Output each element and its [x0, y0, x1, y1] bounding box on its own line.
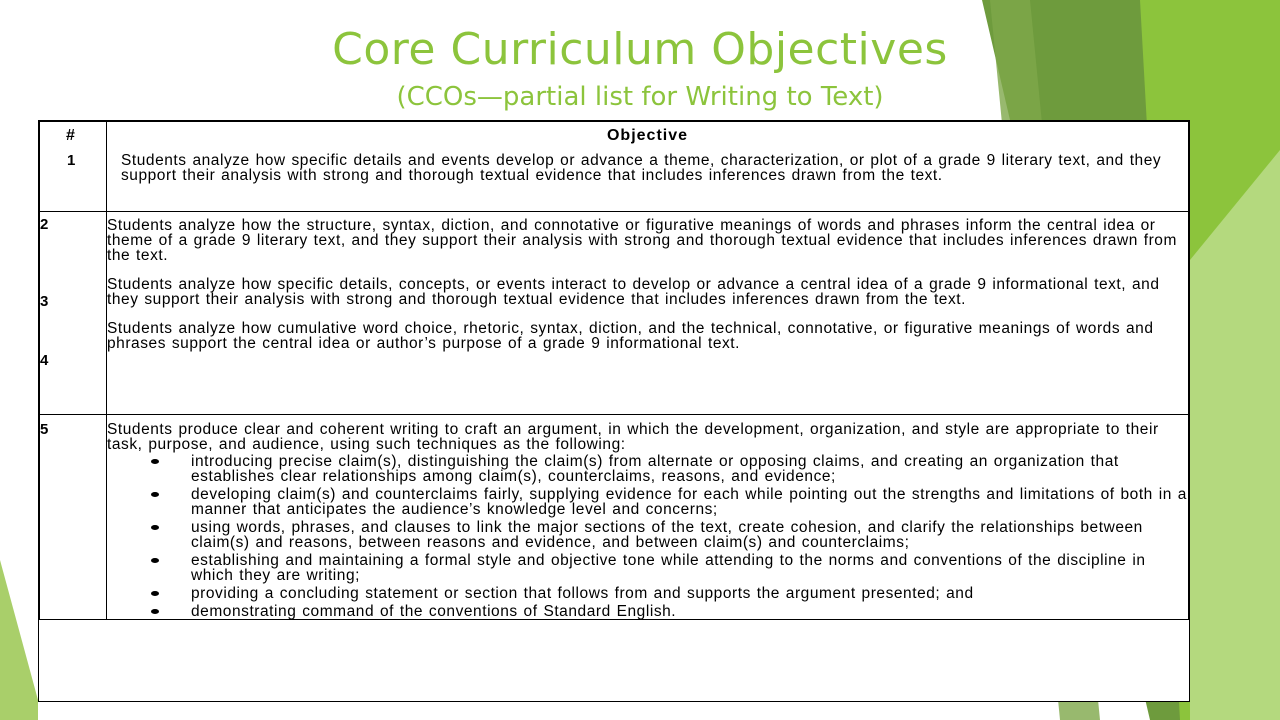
objectives-table — [39, 121, 1189, 620]
bullet-icon — [151, 525, 159, 530]
bullet-icon — [151, 459, 159, 464]
list-item: demonstrating command of the conventions of Standard English. — [107, 604, 1188, 619]
objective-number: 4 — [40, 352, 49, 369]
table-row — [40, 212, 1189, 415]
list-item: introducing precise claim(s), distinguishing the claim(s) from alternate or opposing claims, and creating an organization that establishes clear relationships among claim(s), counterclaims, reasons, and evidence; — [107, 454, 1188, 484]
slide-title: Core Curriculum Objectives — [332, 24, 948, 75]
header-num: # — [66, 127, 76, 144]
table-row — [40, 415, 1189, 620]
bullet-icon — [151, 492, 159, 497]
list-item: developing claim(s) and counterclaims fairly, supplying evidence for each while pointing out the strengths and limitations of both in a manner that anticipates the audience’s knowledge level and concerns; — [107, 487, 1188, 517]
list-item: providing a concluding statement or section that follows from and supports the argument presented; and — [107, 586, 1188, 601]
slide-header — [0, 22, 1280, 114]
objective-text: Students analyze how specific details, concepts, or events interact to develop or advance a central idea of a grade 9 informational text, and they support their analysis with strong and thorough textual evidence that includes inferences drawn from the text. — [107, 276, 1160, 308]
list-item: using words, phrases, and clauses to link the major sections of the text, create cohesion, and clarify the relationships between claim(s) and reasons, between reasons and evidence, and between claim(s) and counterclaims; — [107, 520, 1188, 550]
left-facet — [0, 560, 38, 720]
objective-5-bullets — [107, 454, 1188, 619]
list-item: establishing and maintaining a formal style and objective tone while attending to the norms and conventions of the discipline in which they are writing; — [107, 553, 1188, 583]
objectives-table-container — [38, 120, 1190, 702]
objective-column — [107, 212, 1189, 415]
number-column — [40, 212, 107, 415]
bullet-icon — [151, 609, 159, 614]
bullet-icon — [151, 591, 159, 596]
objective-text: Students analyze how specific details and events develop or advance a theme, characterization, or plot of a grade 9 literary text, and they support their analysis with strong and thorough textual evidence that includes inferences drawn from the text. — [121, 152, 1162, 184]
objective-column — [107, 415, 1189, 620]
bullet-icon — [151, 558, 159, 563]
objective-text: Students analyze how cumulative word choice, rhetoric, syntax, diction, and the technical, connotative, or figurative meanings of words and phrases support the central idea or author’s purpose of a grade 9 informational text. — [107, 320, 1154, 352]
objective-number: 3 — [40, 293, 49, 310]
number-column — [40, 415, 107, 620]
objective-number: 5 — [40, 421, 49, 438]
objective-text: Students analyze how the structure, syntax, diction, and connotative or figurative meanings of words and phrases inform the central idea or theme of a grade 9 literary text, and they support their analysis with strong and thorough textual evidence that includes inferences drawn from the text. — [107, 217, 1177, 264]
objective-text: Students produce clear and coherent writing to craft an argument, in which the development, organization, and style are appropriate to their task, purpose, and audience, using such techniques as the following: — [107, 421, 1159, 453]
header-objective: Objective — [606, 127, 689, 144]
number-column — [40, 122, 107, 212]
table-header-row — [40, 122, 1189, 212]
objective-number: 1 — [67, 152, 76, 169]
slide-subtitle: (CCOs—partial list for Writing to Text) — [396, 82, 884, 112]
objective-number: 2 — [40, 216, 49, 233]
objective-column — [107, 122, 1189, 212]
